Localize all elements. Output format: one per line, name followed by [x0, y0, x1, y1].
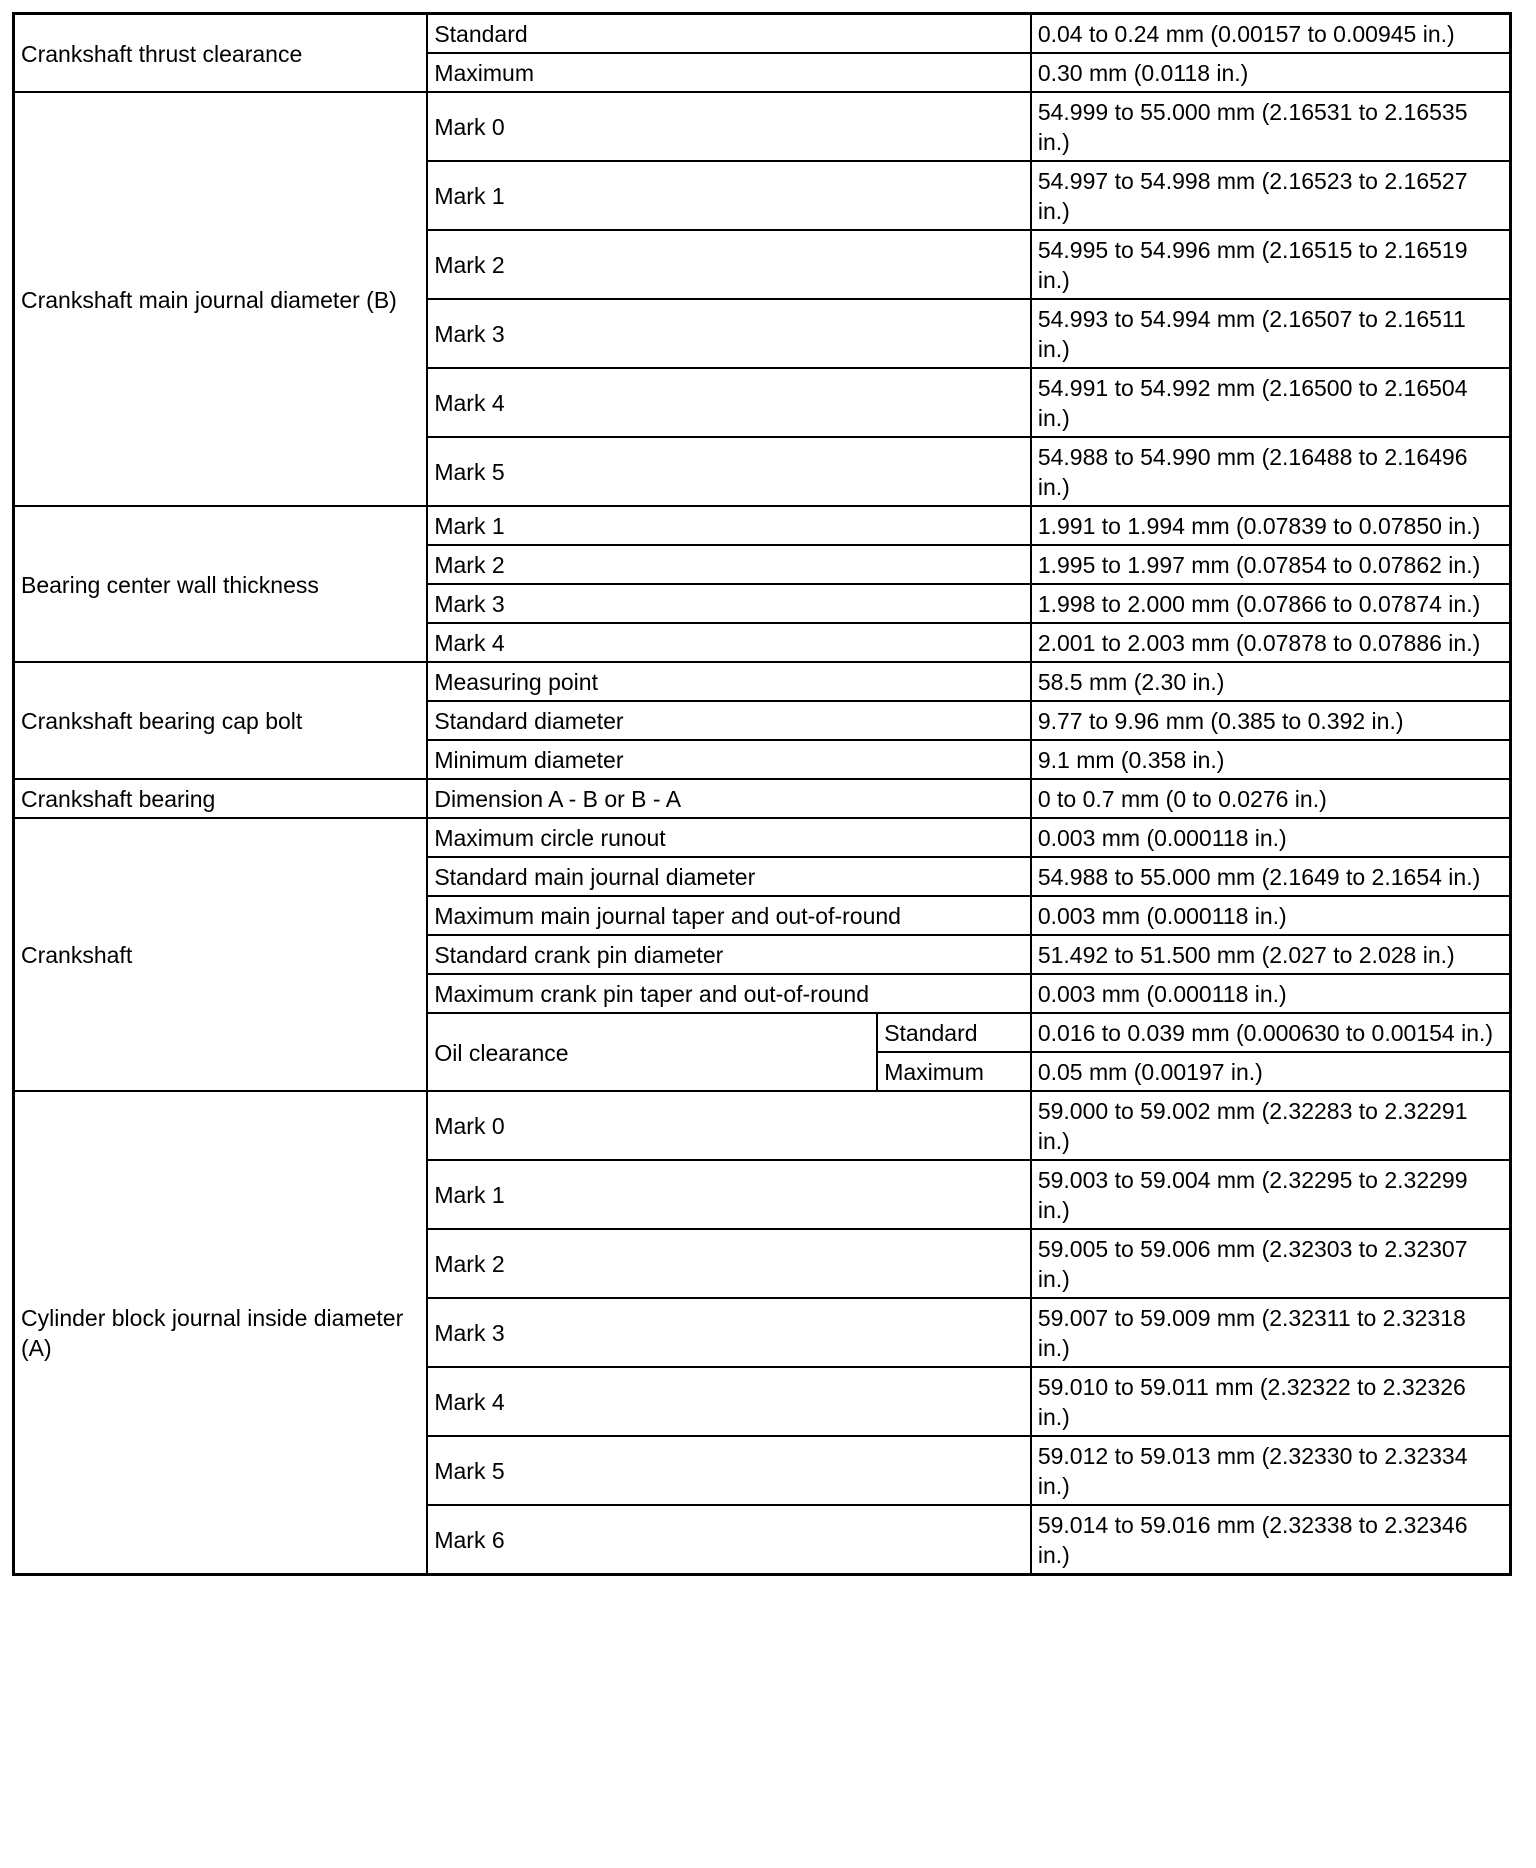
value-cell: 59.014 to 59.016 mm (2.32338 to 2.32346 in.) [1031, 1505, 1511, 1575]
label-cell: Dimension A - B or B - A [427, 779, 1031, 818]
item-cell: Crankshaft bearing [14, 779, 428, 818]
label-cell: Standard diameter [427, 701, 1031, 740]
table-row [14, 818, 1511, 857]
label-cell: Mark 4 [427, 1367, 1031, 1436]
value-cell: 54.988 to 55.000 mm (2.1649 to 2.1654 in.) [1031, 857, 1511, 896]
label-cell: Mark 5 [427, 437, 1031, 506]
table-row [14, 14, 1511, 54]
label-cell: Mark 2 [427, 545, 1031, 584]
value-cell: 54.988 to 54.990 mm (2.16488 to 2.16496 in.) [1031, 437, 1511, 506]
label-cell: Mark 3 [427, 299, 1031, 368]
label-cell: Measuring point [427, 662, 1031, 701]
table-row [14, 1091, 1511, 1160]
oil-clearance-label-cell: Oil clearance [427, 1013, 877, 1091]
table-row [14, 92, 1511, 161]
item-cell: Crankshaft [14, 818, 428, 1091]
value-cell: 0.30 mm (0.0118 in.) [1031, 53, 1511, 92]
value-cell: 1.995 to 1.997 mm (0.07854 to 0.07862 in.) [1031, 545, 1511, 584]
value-cell: 0 to 0.7 mm (0 to 0.0276 in.) [1031, 779, 1511, 818]
item-cell: Bearing center wall thickness [14, 506, 428, 662]
value-cell: 0.05 mm (0.00197 in.) [1031, 1052, 1511, 1091]
label-cell: Mark 6 [427, 1505, 1031, 1575]
label-cell: Mark 4 [427, 623, 1031, 662]
value-cell: 1.991 to 1.994 mm (0.07839 to 0.07850 in.) [1031, 506, 1511, 545]
label-cell: Standard main journal diameter [427, 857, 1031, 896]
value-cell: 54.997 to 54.998 mm (2.16523 to 2.16527 in.) [1031, 161, 1511, 230]
label-cell: Maximum crank pin taper and out-of-round [427, 974, 1031, 1013]
table-row [14, 662, 1511, 701]
value-cell: 0.016 to 0.039 mm (0.000630 to 0.00154 in.) [1031, 1013, 1511, 1052]
value-cell: 54.993 to 54.994 mm (2.16507 to 2.16511 in.) [1031, 299, 1511, 368]
value-cell: 59.005 to 59.006 mm (2.32303 to 2.32307 in.) [1031, 1229, 1511, 1298]
table-row [14, 506, 1511, 545]
value-cell: 1.998 to 2.000 mm (0.07866 to 0.07874 in.) [1031, 584, 1511, 623]
label-cell: Standard crank pin diameter [427, 935, 1031, 974]
value-cell: 59.003 to 59.004 mm (2.32295 to 2.32299 in.) [1031, 1160, 1511, 1229]
label-cell: Mark 0 [427, 92, 1031, 161]
label-cell: Mark 3 [427, 1298, 1031, 1367]
value-cell: 54.991 to 54.992 mm (2.16500 to 2.16504 in.) [1031, 368, 1511, 437]
value-cell: 0.04 to 0.24 mm (0.00157 to 0.00945 in.) [1031, 14, 1511, 54]
label-cell: Maximum main journal taper and out-of-round [427, 896, 1031, 935]
label-cell: Mark 1 [427, 1160, 1031, 1229]
label-cell: Mark 2 [427, 230, 1031, 299]
item-cell: Crankshaft bearing cap bolt [14, 662, 428, 779]
value-cell: 51.492 to 51.500 mm (2.027 to 2.028 in.) [1031, 935, 1511, 974]
label-cell: Maximum circle runout [427, 818, 1031, 857]
label-cell: Mark 2 [427, 1229, 1031, 1298]
value-cell: 59.007 to 59.009 mm (2.32311 to 2.32318 in.) [1031, 1298, 1511, 1367]
label-cell: Mark 4 [427, 368, 1031, 437]
item-cell: Cylinder block journal inside diameter (A) [14, 1091, 428, 1575]
value-cell: 0.003 mm (0.000118 in.) [1031, 974, 1511, 1013]
value-cell: 9.77 to 9.96 mm (0.385 to 0.392 in.) [1031, 701, 1511, 740]
value-cell: 0.003 mm (0.000118 in.) [1031, 896, 1511, 935]
label-cell: Mark 3 [427, 584, 1031, 623]
label-cell: Mark 0 [427, 1091, 1031, 1160]
label-cell: Mark 1 [427, 506, 1031, 545]
value-cell: 59.012 to 59.013 mm (2.32330 to 2.32334 in.) [1031, 1436, 1511, 1505]
value-cell: 54.995 to 54.996 mm (2.16515 to 2.16519 in.) [1031, 230, 1511, 299]
value-cell: 0.003 mm (0.000118 in.) [1031, 818, 1511, 857]
sub-label-cell: Maximum [877, 1052, 1031, 1091]
value-cell: 59.000 to 59.002 mm (2.32283 to 2.32291 in.) [1031, 1091, 1511, 1160]
sub-label-cell: Standard [877, 1013, 1031, 1052]
value-cell: 9.1 mm (0.358 in.) [1031, 740, 1511, 779]
value-cell: 59.010 to 59.011 mm (2.32322 to 2.32326 in.) [1031, 1367, 1511, 1436]
label-cell: Mark 1 [427, 161, 1031, 230]
value-cell: 54.999 to 55.000 mm (2.16531 to 2.16535 in.) [1031, 92, 1511, 161]
specification-table [12, 12, 1512, 1576]
table-row [14, 779, 1511, 818]
item-cell: Crankshaft thrust clearance [14, 14, 428, 93]
label-cell: Maximum [427, 53, 1031, 92]
label-cell: Mark 5 [427, 1436, 1031, 1505]
value-cell: 2.001 to 2.003 mm (0.07878 to 0.07886 in.) [1031, 623, 1511, 662]
label-cell: Standard [427, 14, 1031, 54]
label-cell: Minimum diameter [427, 740, 1031, 779]
item-cell: Crankshaft main journal diameter (B) [14, 92, 428, 506]
value-cell: 58.5 mm (2.30 in.) [1031, 662, 1511, 701]
